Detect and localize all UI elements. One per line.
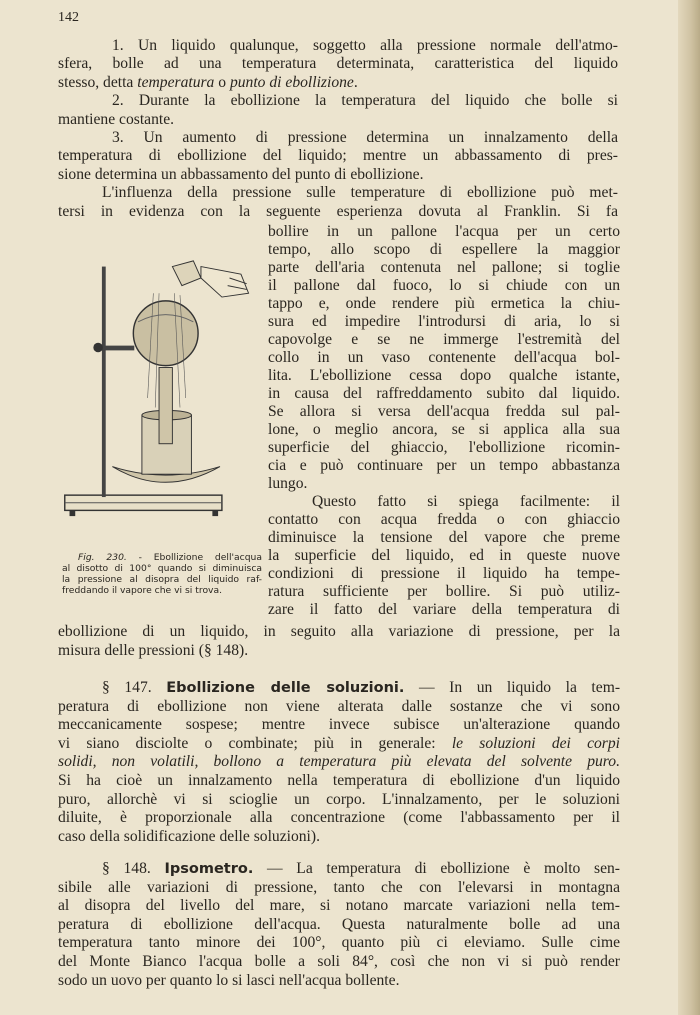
caption-line: al disotto di 100° quando si diminuisca [62,563,262,574]
caption-line: Fig. 230. - Ebollizione dell'acqua [78,552,263,563]
text-line: la superficie del liquido, ed in queste nuove [268,547,620,564]
text-line: del Monte Bianco l'acqua bolle a soli 84°, così che non vi si può render [58,952,620,970]
text-line: sodo un uovo per quanto lo si lasci nell'acqua bollente. [58,971,400,989]
text-line: caso della solidificazione delle soluzioni). [58,827,320,845]
text-line: superficie del ghiaccio, l'ebollizione ricomin- [268,439,620,456]
section-title: Ipsometro. [164,861,254,877]
text-line: Si ha cioè un innalzamento nella temperatura di ebollizione d'un liquido [58,771,620,789]
text-line: Se allora si versa dell'acqua fredda sul pal- [268,403,620,420]
figure-franklin-experiment [60,248,260,548]
text-line: sura ed impedire l'introdursi di aria, lo si [268,313,620,330]
text-line: bollire in un pallone l'acqua per un certo [268,223,620,240]
caption-line: freddando il vapore che vi si trova. [62,585,223,596]
section-title: Ebollizione delle soluzioni. [166,680,405,696]
page-number: 142 [58,10,79,25]
text-line: temperatura tanto minore dei 100°, quanto più ci eleviamo. Sulle cime [58,934,620,952]
text-line: tersi in evidenza con la seguente esperienza dovuta al Franklin. Si fa [58,202,618,220]
text-line: zare il fatto del variare della temperatura di [268,601,620,618]
text-line: Questo fatto si spiega facilmente: il [312,493,620,510]
text-line: diminuisce la tensione del vapore che preme [268,529,620,546]
text-line: lone, o meglio ancora, se si applica alla sua [268,421,620,438]
section-147 [58,679,620,846]
text-line: contatto con acqua fredda o con ghiaccio [268,511,620,528]
text-line: cia e può continuare per un tempo abbastanza [268,457,620,474]
text-line: vi siano disciolte o combinate; più in generale: le soluzioni dei corpi [58,734,620,752]
text-line: misura delle pressioni (§ 148). [58,641,249,659]
text-line: lita. L'ebollizione cessa dopo qualche istante, [268,367,620,384]
text-line: collo in un vaso contenente dell'acqua bol- [268,349,620,366]
text-line: condizioni di pressione il liquido ha tempe- [268,565,620,582]
text-line: tappo e, onde rendere più ermetica la chiu- [268,295,620,312]
text-line: stesso, detta temperatura o punto di ebollizione. [58,73,358,91]
text-line: in causa del raffreddamento subito dal liquido. [268,385,620,402]
text-line: meccanicamente sospese; mentre invece subisce un'alterazione quando [58,716,620,734]
text-line: peratura di ebollizione dell'acqua. Questa naturalmente bolle ad una [58,915,620,933]
text-line: lungo. [268,475,308,492]
wrapped-text [268,223,620,619]
page-edge [678,0,700,1015]
text-line: ebollizione di un liquido, in seguito alla variazione di pressione, per la [58,623,620,640]
text-line: L'influenza della pressione sulle temperature di ebollizione può met- [102,184,618,202]
text-line: puro, allorchè vi si scioglie un corpo. L'innalzamento, per le soluzioni [58,790,620,808]
section-heading-line: § 147. Ebollizione delle soluzioni. — In un liquido la tem- [102,679,621,696]
text-line: parte dell'aria contenuta nel pallone; si toglie [268,259,620,276]
text-line: solidi, non volatili, bollono a temperatura più elevata del solvente puro. [58,753,620,771]
text-line: mantiene costante. [58,110,175,128]
section-148 [58,860,620,990]
text-line: capovolge e se ne immerge l'estremità del [268,331,620,348]
text-line: diluite, è proporzionale alla concentrazione (come l'abbassamento per il [58,809,620,827]
text-line: sione determina un abbassamento del punto di ebollizione. [58,165,424,183]
text-line: il pallone dal fuoco, lo si chiude con un [268,277,620,294]
text-line: sfera, bolle ad una temperatura determinata, caratteristica del liquido [58,55,618,73]
text-line: ratura sufficiente per bollire. Si può utiliz- [268,583,620,600]
figure-caption [62,552,262,596]
text-line: 2. Durante la ebollizione la temperatura del liquido che bolle si [112,92,618,110]
text-line: temperatura di ebollizione del liquido; mentre un abbassamento di pres- [58,147,618,165]
text-line: tempo, allo scopo di espellere la maggior [268,241,620,258]
text-line: 3. Un aumento di pressione determina un innalzamento della [112,128,618,146]
text-line: peratura di ebollizione non viene alterata dalle sostanze che vi sono [58,697,620,715]
text-line: sibile alle variazioni di pressione, tanto che con l'elevarsi in montagna [58,878,620,896]
section-heading-line: § 148. Ipsometro. — La temperatura di ebollizione è molto sen- [102,860,620,877]
after-figure-text [58,623,620,660]
text-line: al disopra del livello del mare, si notano marcate variazioni nella tem- [58,897,620,915]
intro-text [58,37,618,221]
text-line: 1. Un liquido qualunque, soggetto alla pressione normale dell'atmo- [112,37,618,54]
caption-line: la pressione al disopra del liquido raf- [62,574,262,585]
